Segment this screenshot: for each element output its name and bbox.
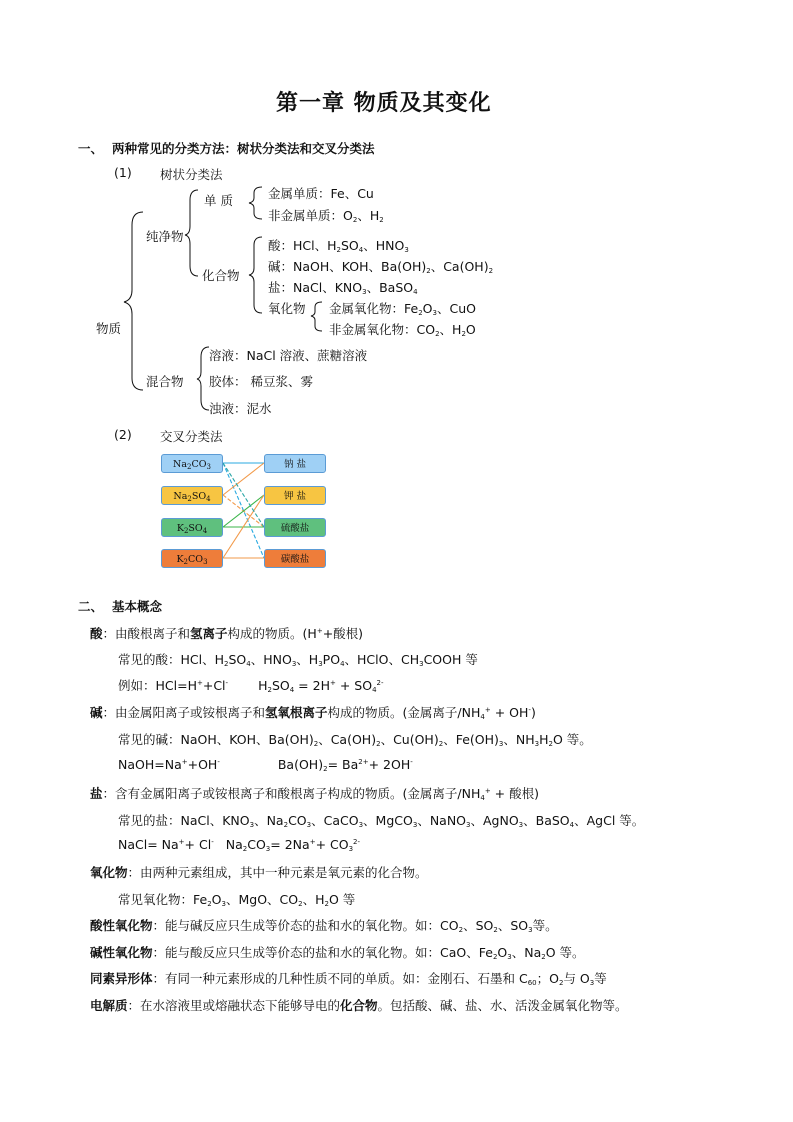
salt-common: 常见的盐：NaCl、$KNO_3$、$Na_2CO_3$、CaCO$_3$、MgCO$_3$、NaNO$_3$、AgNO$_3$、BaSO$_4$、AgCl 等。: [118, 813, 645, 829]
acid-definition: 酸：由酸根离子和氢离子构成的物质。(H++酸根): [90, 626, 364, 641]
tree-nonmetal-element: 非金属单质：$O_2$、$H_2$: [268, 208, 384, 224]
tree-base: 碱：NaOH、KOH、$Ba(OH)_2$、$Ca(OH)_2$: [268, 259, 494, 275]
tree-metal-oxide: 金属氧化物：$Fe_2O_3$、CuO: [329, 301, 476, 317]
tree-mixture: 混合物: [146, 374, 184, 389]
cross-left-k2so4: $K_2SO_4$: [161, 518, 223, 537]
tree-acid: 酸：HCl、$H_2SO_4$、$HNO_3$: [268, 238, 409, 254]
acid-common: 常见的酸：HCl、$H_2SO_4$、$HNO_3$、$H_3PO_4$、HClO、$CH_3COOH$ 等: [118, 652, 478, 668]
subsection-label: 树状分类法: [160, 167, 223, 182]
tree-suspension: 浊液：泥水: [209, 401, 272, 416]
electrolyte-definition: 电解质：在水溶液里或熔融状态下能够导电的化合物。包括酸、碱、盐、水、活泼金属氧化物等。: [90, 998, 628, 1013]
section-number: 二、: [78, 599, 104, 614]
subsection-number: (2): [114, 427, 132, 442]
section-heading: 两种常见的分类方法：树状分类法和交叉分类法: [112, 141, 375, 156]
allotrope-definition: 同素异形体：有同一种元素形成的几种性质不同的单质。如：金刚石、石墨和 $C_{60}$；$O_2$与 $O_3$等: [90, 971, 607, 987]
tree-solution: 溶液：NaCl 溶液、蔗糖溶液: [209, 348, 368, 363]
base-definition: 碱：由金属阳离子或铵根离子和氢氧根离子构成的物质。(金属离子$/NH_4^+ + OH^-$): [90, 705, 536, 721]
base-common: 常见的碱：NaOH、KOH、$Ba(OH)_2$、$Ca(OH)_2$、$Cu(OH)_2$、$Fe(OH)_3$、$NH_3H_2O$ 等。: [118, 732, 592, 748]
tree-colloid: 胶体： 稀豆浆、雾: [209, 374, 313, 389]
tree-compound: 化合物: [202, 268, 240, 283]
cross-left-k2co3: $K_2CO_3$: [161, 549, 223, 568]
acidic-oxide-definition: 酸性氧化物：能与碱反应只生成等价态的盐和水的氧化物。如：$CO_2$、$SO_2$、$SO_3$等。: [90, 918, 558, 934]
basic-oxide-definition: 碱性氧化物：能与酸反应只生成等价态的盐和水的氧化物。如：CaO、$Fe_2O_3$、$Na_2O$ 等。: [90, 945, 585, 961]
acid-example: 例如：HCl=H++Cl- $H_2SO_4 = 2H^+ + SO_4^{2-}$: [118, 678, 384, 694]
subsection-label: 交叉分类法: [160, 429, 223, 444]
cross-right-carbonate: 碳酸盐: [264, 549, 326, 568]
tree-pure-substance: 纯净物: [146, 229, 184, 244]
oxide-common: 常见氧化物：$Fe_2O_3$、MgO、$CO_2$、$H_2O$ 等: [118, 892, 356, 908]
base-example: NaOH=Na++OH- $Ba(OH)_2= Ba^{2+}+ 2OH^-$: [118, 757, 413, 773]
cross-right-potassium-salt: 钾 盐: [264, 486, 326, 505]
tree-root-matter: 物质: [96, 321, 122, 336]
section-heading: 基本概念: [112, 599, 163, 614]
section-number: 一、: [78, 141, 104, 156]
tree-nonmetal-oxide: 非金属氧化物：$CO_2$、$H_2O$: [329, 322, 476, 338]
cross-right-sulfate: 硫酸盐: [264, 518, 326, 537]
cross-right-sodium-salt: 钠 盐: [264, 454, 326, 473]
cross-left-na2co3: $Na_2CO_3$: [161, 454, 223, 473]
subsection-number: (1): [114, 165, 132, 180]
salt-definition: 盐：含有金属阳离子或铵根离子和酸根离子构成的物质。(金属离子$/NH_4^+$ + 酸根): [90, 786, 540, 802]
oxide-definition: 氧化物：由两种元素组成，其中一种元素是氧元素的化合物。: [90, 865, 428, 880]
tree-element: 单 质: [204, 193, 233, 208]
tree-metal-element: 金属单质：Fe、Cu: [268, 186, 374, 201]
tree-salt: 盐：NaCl、$KNO_3$、BaSO$_4$: [268, 280, 418, 296]
cross-left-na2so4: $Na_2SO_4$: [161, 486, 223, 505]
salt-example: NaCl= Na++ Cl- $Na_2CO_3= 2Na^++ CO_3^{2-}$: [118, 837, 361, 853]
page-title: 第一章 物质及其变化: [276, 91, 492, 116]
tree-oxide: 氧化物: [268, 301, 306, 316]
